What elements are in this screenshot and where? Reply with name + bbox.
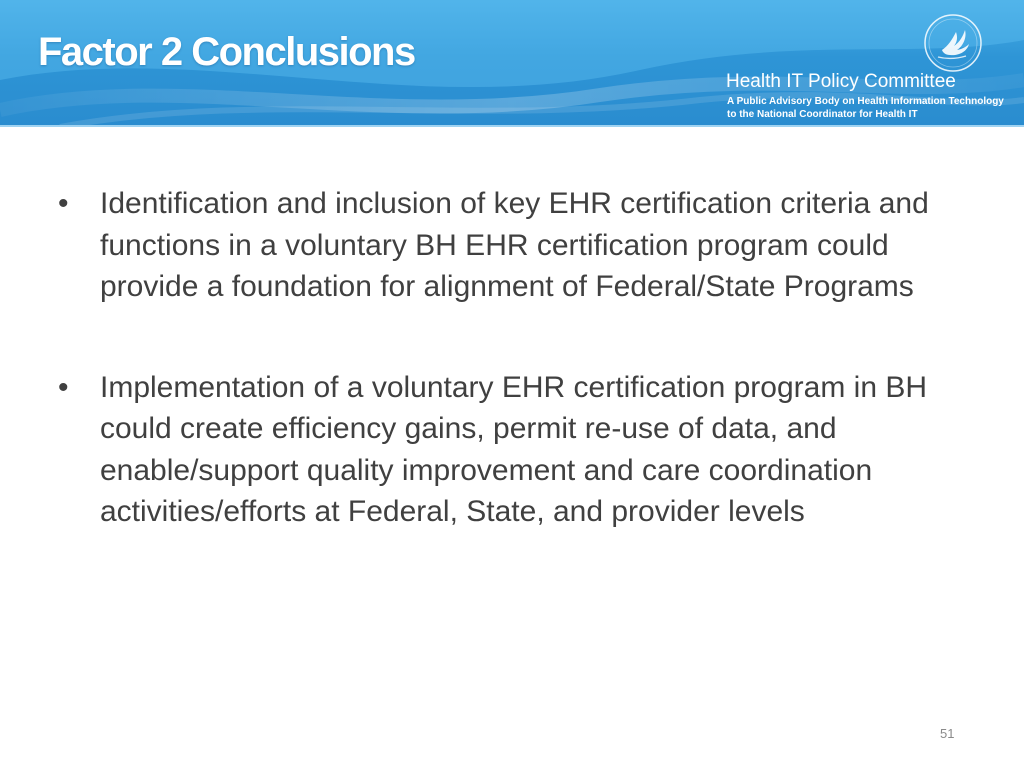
bullet-item (58, 183, 958, 308)
header-banner (0, 0, 1024, 127)
org-tagline-line-2: to the National Coordinator for Health IT (727, 109, 918, 120)
org-tagline-line-1: A Public Advisory Body on Health Information Technology (727, 96, 1004, 107)
bullet-item (58, 367, 958, 533)
org-name: Health IT Policy Committee (726, 71, 956, 92)
bullet-marker: • (58, 187, 69, 220)
header-divider (0, 125, 1024, 127)
hhs-eagle-icon (922, 12, 984, 74)
bullet-marker: • (58, 370, 69, 404)
bullet-list (58, 183, 958, 533)
health-it-policy-committee-logo (726, 12, 1016, 124)
page-number: 51 (940, 726, 955, 741)
bullet-text: Identification and inclusion of key EHR certification criteria and functions in a voluntary BH EHR certification program could provide a foundation for alignment of Federal/State Programs (100, 187, 929, 303)
bullet-text: Implementation of a voluntary EHR certification program in BH could create efficiency gains, permit re-use of data, and enable/support quality improvement and care coordination activities/efforts at Federal, State, and provider levels (100, 370, 928, 528)
slide-title: Factor 2 Conclusions (38, 30, 415, 74)
